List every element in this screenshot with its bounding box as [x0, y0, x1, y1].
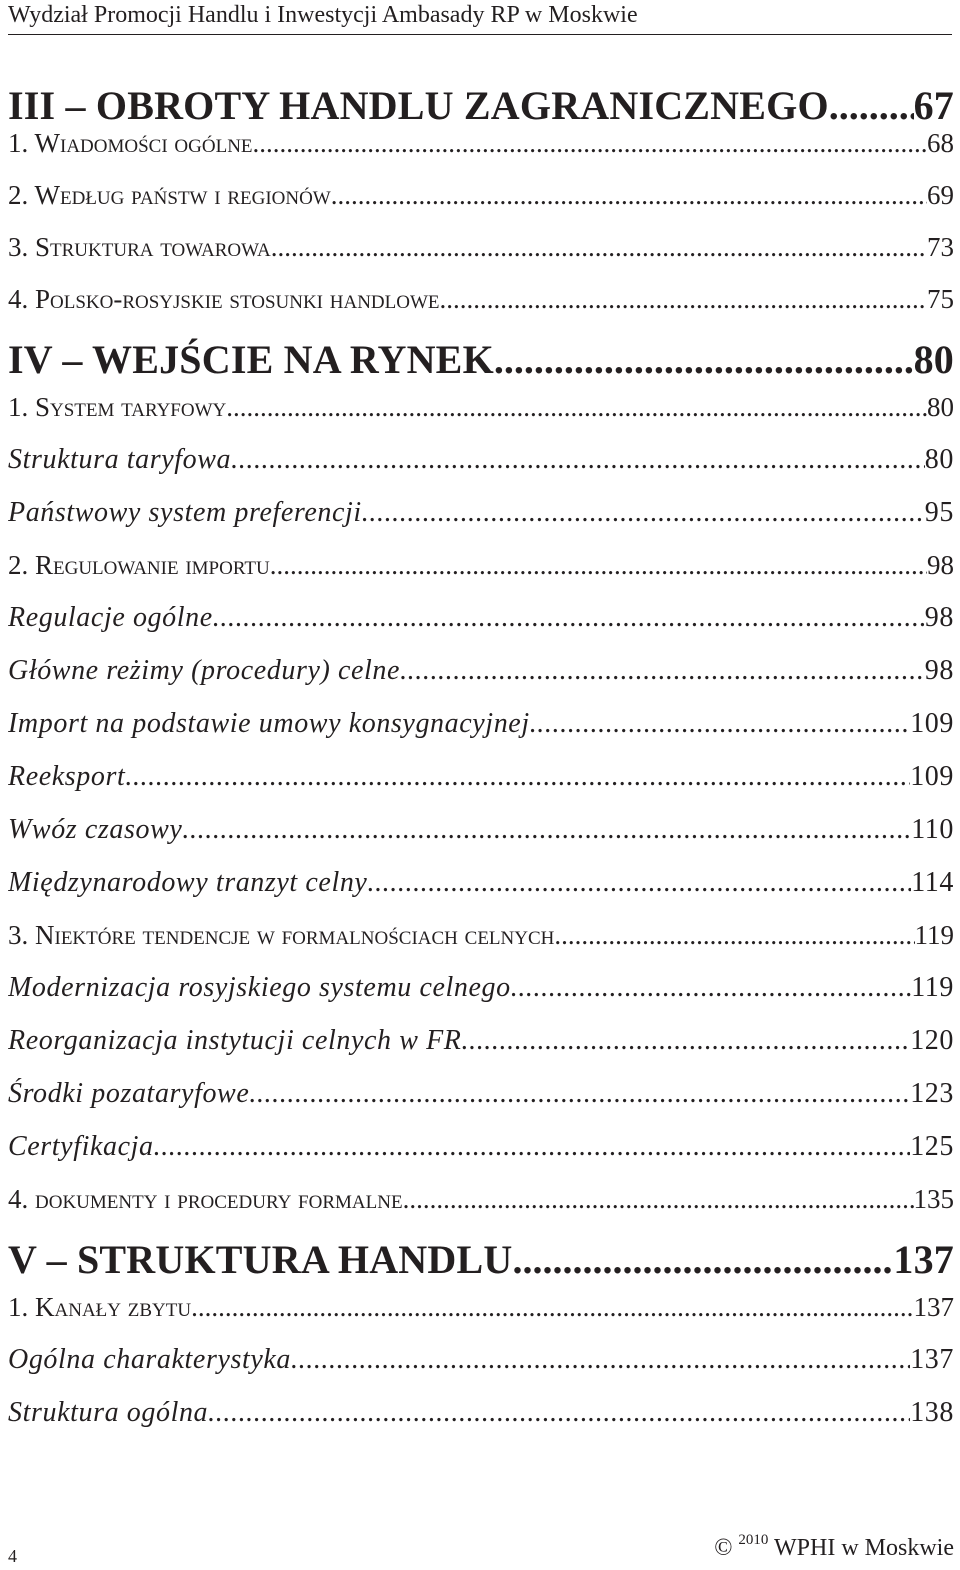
- table-of-contents: [8, 82, 954, 1450]
- toc-entry-sub[interactable]: [8, 761, 954, 814]
- dot-leader: [270, 550, 927, 581]
- toc-entry-label: Ogólna charakterystyka: [8, 1344, 292, 1375]
- dot-leader: [494, 336, 914, 383]
- toc-entry-page-number: 68: [927, 128, 954, 158]
- dot-leader: [182, 814, 911, 846]
- toc-entry-section[interactable]: [8, 284, 954, 336]
- toc-entry-label: Państwowy system preferencji: [8, 497, 362, 528]
- dot-leader: [253, 128, 927, 159]
- toc-entry-label: 1. Wiadomości ogólne: [8, 128, 253, 158]
- toc-entry-page-number: 69: [927, 180, 954, 210]
- dot-leader: [440, 284, 927, 315]
- toc-entry-label: 4. dokumenty i procedury formalne: [8, 1184, 403, 1214]
- toc-entry-sub[interactable]: [8, 708, 954, 761]
- toc-entry-section[interactable]: [8, 1184, 954, 1236]
- toc-entry-page-number: 67: [913, 83, 954, 128]
- dot-leader: [829, 82, 914, 128]
- toc-entry-label: IV – WEJŚCIE NA RYNEK: [8, 337, 494, 382]
- toc-entry-section[interactable]: [8, 232, 954, 284]
- toc-entry-page-number: 98: [924, 602, 954, 633]
- toc-entry-page-number: 119: [911, 972, 954, 1003]
- toc-entry-sub[interactable]: [8, 814, 954, 867]
- copyright-symbol: ©: [714, 1535, 733, 1561]
- dot-leader: [462, 1025, 911, 1057]
- toc-entry-label: 3. Niektóre tendencje w formalnościach celnych: [8, 920, 555, 950]
- dot-leader: [208, 1397, 910, 1429]
- dot-leader: [331, 180, 927, 211]
- dot-leader: [554, 920, 914, 951]
- toc-entry-page-number: 98: [924, 655, 954, 686]
- toc-entry-page-number: 75: [927, 284, 954, 314]
- toc-entry-page-number: 119: [914, 920, 954, 950]
- toc-entry-label: Międzynarodowy tranzyt celny: [8, 867, 368, 898]
- dot-leader: [249, 1078, 910, 1110]
- toc-entry-page-number: 80: [927, 392, 954, 422]
- toc-entry-chapter[interactable]: [8, 336, 954, 392]
- toc-entry-label: Regulacje ogólne: [8, 602, 213, 633]
- dot-leader: [512, 1236, 893, 1283]
- dot-leader: [231, 444, 925, 476]
- dot-leader: [271, 232, 927, 263]
- dot-leader: [125, 761, 910, 793]
- toc-entry-page-number: 73: [927, 232, 954, 262]
- toc-entry-label: Struktura taryfowa: [8, 444, 232, 475]
- toc-entry-label: Modernizacja rosyjskiego systemu celnego: [8, 972, 511, 1003]
- toc-entry-sub[interactable]: [8, 1078, 954, 1131]
- toc-entry-label: Reorganizacja instytucji celnych w FR: [8, 1025, 462, 1056]
- toc-entry-page-number: 125: [910, 1131, 954, 1162]
- toc-entry-section[interactable]: [8, 550, 954, 602]
- toc-entry-label: V – STRUKTURA HANDLU: [8, 1237, 513, 1282]
- toc-entry-label: 1. System taryfowy: [8, 392, 227, 422]
- toc-entry-label: Struktura ogólna: [8, 1397, 209, 1428]
- toc-entry-label: 3. Struktura towarowa: [8, 232, 271, 262]
- toc-entry-page-number: 109: [910, 708, 954, 739]
- toc-entry-label: Import na podstawie umowy konsygnacyjnej: [8, 708, 530, 739]
- toc-entry-label: Środki pozataryfowe: [8, 1078, 250, 1109]
- toc-entry-sub[interactable]: [8, 444, 954, 497]
- dot-leader: [154, 1131, 911, 1163]
- toc-entry-label: Wwóz czasowy: [8, 814, 183, 845]
- toc-entry-page-number: 109: [910, 761, 954, 792]
- dot-leader: [511, 972, 912, 1004]
- toc-entry-sub[interactable]: [8, 1131, 954, 1184]
- copyright-year: 2010: [738, 1532, 769, 1548]
- toc-entry-page-number: 123: [910, 1078, 954, 1109]
- toc-entry-label: Główne reżimy (procedury) celne: [8, 655, 401, 686]
- toc-entry-page-number: 114: [911, 867, 954, 898]
- toc-entry-page-number: 120: [910, 1025, 954, 1056]
- toc-entry-label: Reeksport: [8, 761, 126, 792]
- toc-entry-sub[interactable]: [8, 655, 954, 708]
- toc-entry-chapter[interactable]: [8, 1236, 954, 1292]
- toc-entry-sub[interactable]: [8, 972, 954, 1025]
- dot-leader: [191, 1292, 913, 1323]
- running-header: Wydział Promocji Handlu i Inwestycji Ambasady RP w Moskwie: [8, 0, 952, 35]
- toc-entry-section[interactable]: [8, 128, 954, 180]
- toc-entry-page-number: 80: [913, 337, 954, 382]
- toc-entry-section[interactable]: [8, 920, 954, 972]
- toc-entry-sub[interactable]: [8, 1397, 954, 1450]
- toc-entry-page-number: 95: [924, 497, 954, 528]
- toc-entry-label: 1. Kanały zbytu: [8, 1292, 192, 1322]
- toc-entry-page-number: 137: [913, 1292, 954, 1322]
- toc-entry-label: 2. Regulowanie importu: [8, 550, 270, 580]
- dot-leader: [400, 655, 925, 687]
- copyright-notice: [714, 1534, 954, 1562]
- toc-entry-sub[interactable]: [8, 602, 954, 655]
- dot-leader: [213, 602, 925, 634]
- toc-entry-section[interactable]: [8, 1292, 954, 1344]
- dot-leader: [530, 708, 910, 740]
- toc-entry-page-number: 110: [911, 814, 954, 845]
- toc-entry-section[interactable]: [8, 392, 954, 444]
- dot-leader: [291, 1344, 910, 1376]
- toc-entry-chapter[interactable]: [8, 82, 954, 128]
- toc-entry-sub[interactable]: [8, 1025, 954, 1078]
- dot-leader: [367, 867, 911, 899]
- dot-leader: [362, 497, 925, 529]
- toc-entry-label: 4. Polsko-rosyjskie stosunki handlowe: [8, 284, 440, 314]
- toc-entry-label: III – OBROTY HANDLU ZAGRANICZNEGO: [8, 83, 829, 128]
- dot-leader: [403, 1184, 914, 1215]
- toc-entry-sub[interactable]: [8, 497, 954, 550]
- toc-entry-sub[interactable]: [8, 867, 954, 920]
- toc-entry-page-number: 138: [910, 1397, 954, 1428]
- publisher-name: WPHI w Moskwie: [774, 1535, 954, 1561]
- toc-entry-label: Certyfikacja: [8, 1131, 154, 1162]
- toc-entry-page-number: 98: [927, 550, 954, 580]
- dot-leader: [226, 392, 927, 423]
- toc-entry-sub[interactable]: [8, 1344, 954, 1397]
- toc-entry-label: 2. Według państw i regionów: [8, 180, 331, 210]
- toc-entry-section[interactable]: [8, 180, 954, 232]
- page-number: 4: [8, 1546, 17, 1566]
- toc-entry-page-number: 135: [913, 1184, 954, 1214]
- toc-entry-page-number: 137: [910, 1344, 954, 1375]
- toc-entry-page-number: 80: [924, 444, 954, 475]
- toc-entry-page-number: 137: [893, 1237, 954, 1282]
